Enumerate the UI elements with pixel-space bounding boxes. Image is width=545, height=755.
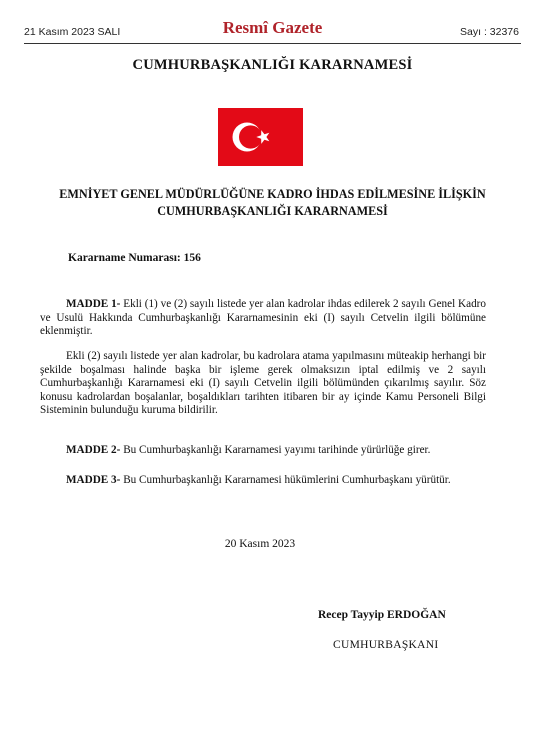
article-2-text: Bu Cumhurbaşkanlığı Kararnamesi yayımı tarihinde yürürlüğe girer. [123,444,431,456]
turkish-flag-icon [218,108,303,166]
article-1-label: MADDE 1- [66,298,121,310]
header-divider [24,43,521,44]
decree-title-line-1: EMNİYET GENEL MÜDÜRLÜĞÜNE KADRO İHDAS EDİLMESİNE İLİŞKİN [59,187,486,201]
signer-name: Recep Tayyip ERDOĞAN [318,609,446,621]
signature-date: 20 Kasım 2023 [224,538,296,550]
decree-title [40,186,505,220]
article-3 [40,474,486,488]
article-1 [40,298,486,339]
gazette-name: Resmî Gazete [222,18,323,37]
article-1-continuation [40,350,486,418]
article-2-label: MADDE 2- [66,444,121,456]
article-1-text: Ekli (1) ve (2) sayılı listede yer alan kadrolar ihdas edilerek 2 sayılı Genel Kadro ve Usulü Hakkında Cumhurbaşkanlığı Kararnamesinin eki (I) sayılı Cetvelin ilgili bölümüne eklenmiştir. [40,298,486,338]
gazette-header [0,0,545,44]
article-1-continuation-text: Ekli (2) sayılı listede yer alan kadrolar, bu kadrolara atama yapılmasını müteakip herhangi bir şekilde boşalması halinde başka bir işleme gerek olmaksızın iptal edilmiş ve 2 sayılı Cumhurbaşkanlığı Kararnamesi eki (I) sayılı Cetvelin ilgili bölümünden çıkarılmış sayılır. Söz konusu kadrolardan boşalanlar, boşaldıkları tarihten itibaren bir ay içinde Kamu Personeli Bilgi Sisteminin bulunduğu kuruma bildirilir. [40,350,486,417]
article-3-label: MADDE 3- [66,474,121,486]
signer-title: CUMHURBAŞKANI [333,639,439,651]
decree-title-line-2: CUMHURBAŞKANLIĞI KARARNAMESİ [157,204,388,218]
issue-number: Sayı : 32376 [460,26,519,38]
article-3-text: Bu Cumhurbaşkanlığı Kararnamesi hükümlerini Cumhurbaşkanı yürütür. [123,474,451,486]
article-2 [40,444,486,458]
header-date: 21 Kasım 2023 SALI [24,26,121,38]
decree-number: Kararname Numarası: 156 [68,252,201,264]
document-heading: CUMHURBAŞKANLIĞI KARARNAMESİ [132,57,413,73]
